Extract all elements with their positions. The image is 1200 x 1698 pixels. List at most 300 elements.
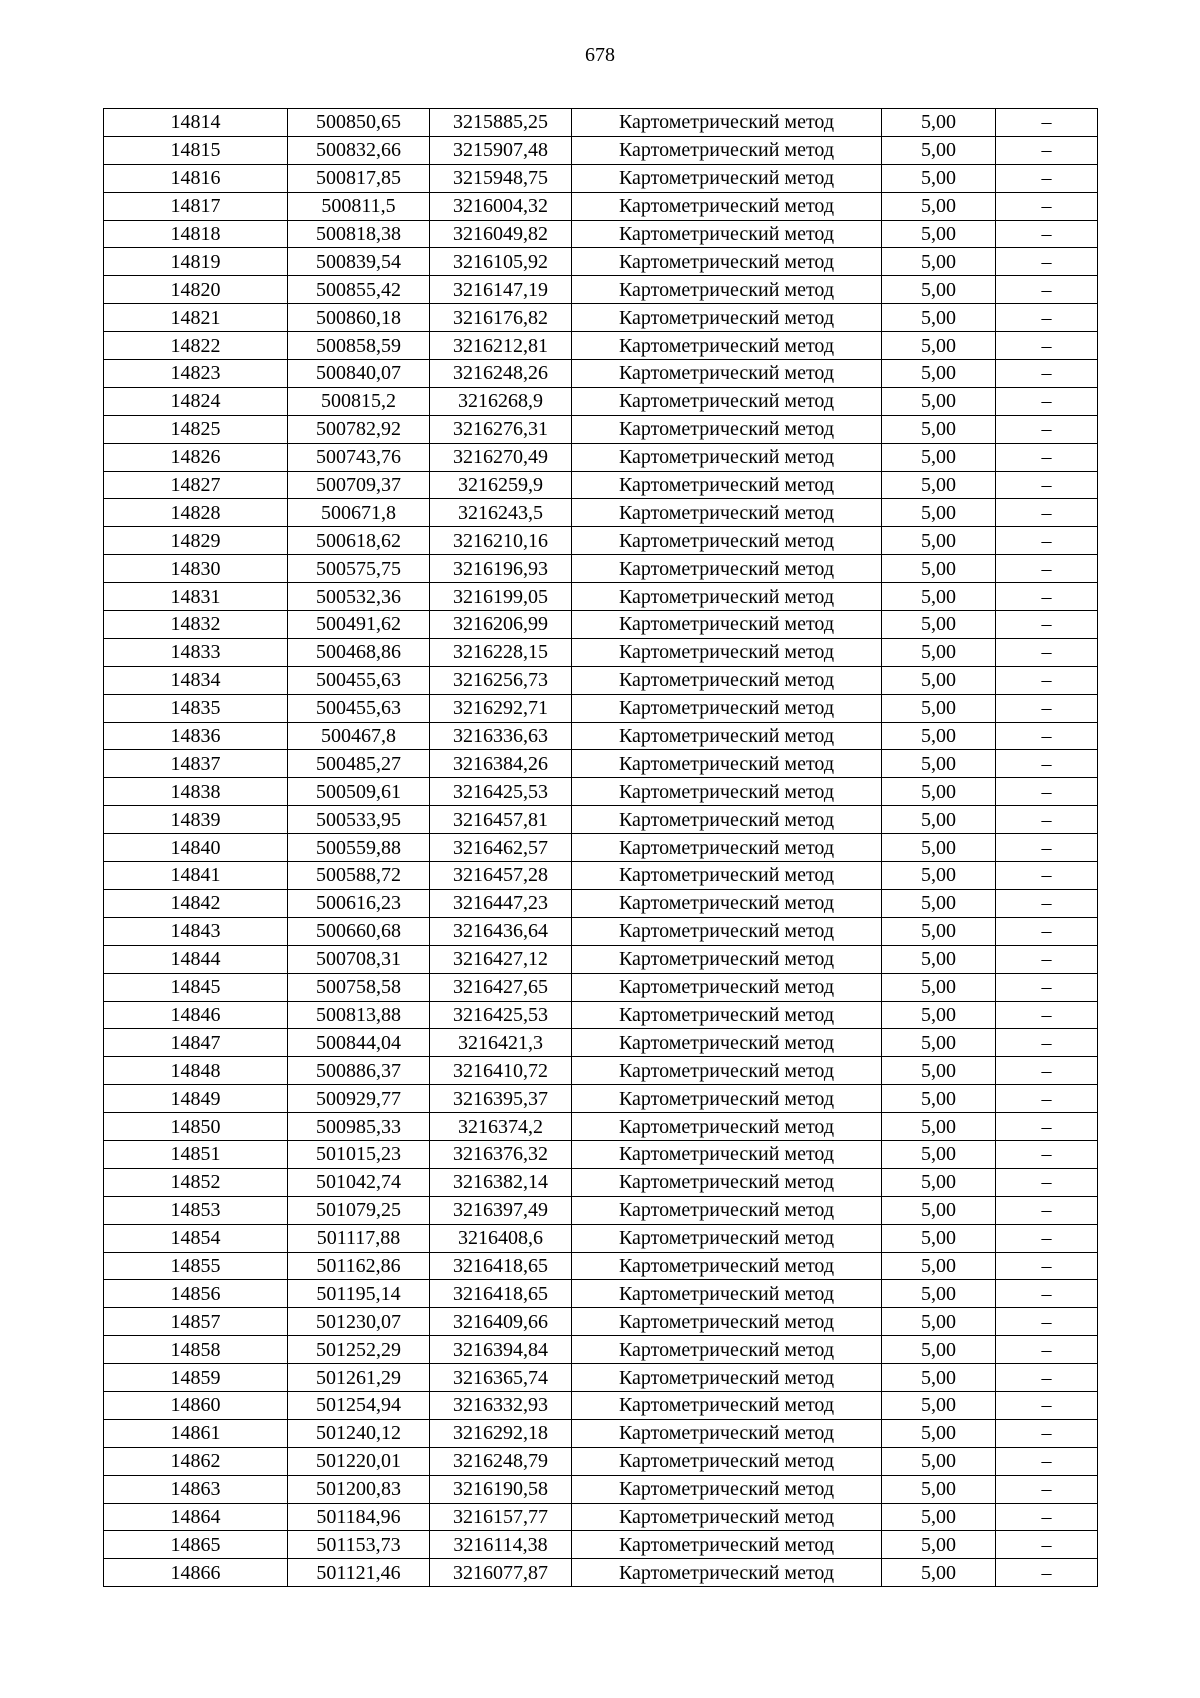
method-cell: Картометрический метод — [572, 1475, 882, 1503]
x-coordinate-cell: 501153,73 — [288, 1531, 430, 1559]
method-cell: Картометрический метод — [572, 192, 882, 220]
method-cell: Картометрический метод — [572, 1531, 882, 1559]
description-cell: – — [996, 192, 1098, 220]
accuracy-cell: 5,00 — [882, 1085, 996, 1113]
point-number-cell: 14848 — [104, 1057, 288, 1085]
method-cell: Картометрический метод — [572, 917, 882, 945]
x-coordinate-cell: 501184,96 — [288, 1503, 430, 1531]
point-number-cell: 14818 — [104, 220, 288, 248]
method-cell: Картометрический метод — [572, 136, 882, 164]
table-row — [104, 499, 1098, 527]
point-number-cell: 14830 — [104, 555, 288, 583]
table-row — [104, 973, 1098, 1001]
point-number-cell: 14844 — [104, 945, 288, 973]
table-row — [104, 304, 1098, 332]
point-number-cell: 14829 — [104, 527, 288, 555]
accuracy-cell: 5,00 — [882, 555, 996, 583]
x-coordinate-cell: 500850,65 — [288, 109, 430, 137]
x-coordinate-cell: 500532,36 — [288, 583, 430, 611]
point-number-cell: 14820 — [104, 276, 288, 304]
point-number-cell: 14832 — [104, 611, 288, 639]
y-coordinate-cell: 3216409,66 — [430, 1308, 572, 1336]
method-cell: Картометрический метод — [572, 1140, 882, 1168]
method-cell: Картометрический метод — [572, 638, 882, 666]
y-coordinate-cell: 3216105,92 — [430, 248, 572, 276]
description-cell: – — [996, 415, 1098, 443]
x-coordinate-cell: 500709,37 — [288, 471, 430, 499]
method-cell: Картометрический метод — [572, 1559, 882, 1587]
y-coordinate-cell: 3216049,82 — [430, 220, 572, 248]
method-cell: Картометрический метод — [572, 220, 882, 248]
point-number-cell: 14863 — [104, 1475, 288, 1503]
accuracy-cell: 5,00 — [882, 889, 996, 917]
table-row — [104, 1140, 1098, 1168]
description-cell: – — [996, 1503, 1098, 1531]
method-cell: Картометрический метод — [572, 415, 882, 443]
page-number: 678 — [585, 44, 615, 66]
y-coordinate-cell: 3216292,18 — [430, 1419, 572, 1447]
method-cell: Картометрический метод — [572, 360, 882, 388]
x-coordinate-cell: 501261,29 — [288, 1364, 430, 1392]
accuracy-cell: 5,00 — [882, 666, 996, 694]
table-row — [104, 1419, 1098, 1447]
x-coordinate-cell: 501240,12 — [288, 1419, 430, 1447]
accuracy-cell: 5,00 — [882, 834, 996, 862]
x-coordinate-cell: 500844,04 — [288, 1029, 430, 1057]
table-row — [104, 1447, 1098, 1475]
method-cell: Картометрический метод — [572, 471, 882, 499]
description-cell: – — [996, 443, 1098, 471]
accuracy-cell: 5,00 — [882, 415, 996, 443]
point-number-cell: 14814 — [104, 109, 288, 137]
accuracy-cell: 5,00 — [882, 136, 996, 164]
point-number-cell: 14857 — [104, 1308, 288, 1336]
y-coordinate-cell: 3216425,53 — [430, 778, 572, 806]
accuracy-cell: 5,00 — [882, 248, 996, 276]
x-coordinate-cell: 500485,27 — [288, 750, 430, 778]
coordinates-table-body — [104, 109, 1098, 1587]
table-row — [104, 722, 1098, 750]
point-number-cell: 14819 — [104, 248, 288, 276]
x-coordinate-cell: 500832,66 — [288, 136, 430, 164]
point-number-cell: 14864 — [104, 1503, 288, 1531]
description-cell: – — [996, 1364, 1098, 1392]
x-coordinate-cell: 500708,31 — [288, 945, 430, 973]
y-coordinate-cell: 3216147,19 — [430, 276, 572, 304]
table-row — [104, 136, 1098, 164]
accuracy-cell: 5,00 — [882, 945, 996, 973]
y-coordinate-cell: 3216259,9 — [430, 471, 572, 499]
accuracy-cell: 5,00 — [882, 750, 996, 778]
x-coordinate-cell: 500467,8 — [288, 722, 430, 750]
method-cell: Картометрический метод — [572, 1029, 882, 1057]
table-row — [104, 1364, 1098, 1392]
x-coordinate-cell: 500509,61 — [288, 778, 430, 806]
point-number-cell: 14824 — [104, 387, 288, 415]
table-row — [104, 332, 1098, 360]
accuracy-cell: 5,00 — [882, 1308, 996, 1336]
table-row — [104, 1196, 1098, 1224]
table-row — [104, 415, 1098, 443]
y-coordinate-cell: 3216212,81 — [430, 332, 572, 360]
y-coordinate-cell: 3216376,32 — [430, 1140, 572, 1168]
table-row — [104, 527, 1098, 555]
description-cell: – — [996, 1224, 1098, 1252]
description-cell: – — [996, 276, 1098, 304]
table-row — [104, 1085, 1098, 1113]
x-coordinate-cell: 500782,92 — [288, 415, 430, 443]
description-cell: – — [996, 332, 1098, 360]
y-coordinate-cell: 3216190,58 — [430, 1475, 572, 1503]
point-number-cell: 14838 — [104, 778, 288, 806]
y-coordinate-cell: 3216397,49 — [430, 1196, 572, 1224]
table-row — [104, 778, 1098, 806]
point-number-cell: 14843 — [104, 917, 288, 945]
x-coordinate-cell: 501220,01 — [288, 1447, 430, 1475]
description-cell: – — [996, 471, 1098, 499]
table-row — [104, 1391, 1098, 1419]
y-coordinate-cell: 3216436,64 — [430, 917, 572, 945]
x-coordinate-cell: 500455,63 — [288, 694, 430, 722]
description-cell: – — [996, 387, 1098, 415]
description-cell: – — [996, 666, 1098, 694]
accuracy-cell: 5,00 — [882, 694, 996, 722]
point-number-cell: 14853 — [104, 1196, 288, 1224]
method-cell: Картометрический метод — [572, 722, 882, 750]
method-cell: Картометрический метод — [572, 750, 882, 778]
accuracy-cell: 5,00 — [882, 1447, 996, 1475]
description-cell: – — [996, 527, 1098, 555]
description-cell: – — [996, 1113, 1098, 1141]
table-row — [104, 443, 1098, 471]
accuracy-cell: 5,00 — [882, 638, 996, 666]
point-number-cell: 14826 — [104, 443, 288, 471]
point-number-cell: 14827 — [104, 471, 288, 499]
table-row — [104, 889, 1098, 917]
table-row — [104, 471, 1098, 499]
accuracy-cell: 5,00 — [882, 583, 996, 611]
description-cell: – — [996, 638, 1098, 666]
accuracy-cell: 5,00 — [882, 722, 996, 750]
x-coordinate-cell: 500618,62 — [288, 527, 430, 555]
method-cell: Картометрический метод — [572, 304, 882, 332]
table-row — [104, 360, 1098, 388]
accuracy-cell: 5,00 — [882, 304, 996, 332]
y-coordinate-cell: 3216425,53 — [430, 1001, 572, 1029]
accuracy-cell: 5,00 — [882, 1113, 996, 1141]
accuracy-cell: 5,00 — [882, 1001, 996, 1029]
table-row — [104, 1252, 1098, 1280]
description-cell: – — [996, 806, 1098, 834]
x-coordinate-cell: 500559,88 — [288, 834, 430, 862]
method-cell: Картометрический метод — [572, 1280, 882, 1308]
description-cell: – — [996, 136, 1098, 164]
x-coordinate-cell: 501079,25 — [288, 1196, 430, 1224]
y-coordinate-cell: 3216457,81 — [430, 806, 572, 834]
description-cell: – — [996, 1308, 1098, 1336]
point-number-cell: 14833 — [104, 638, 288, 666]
method-cell: Картометрический метод — [572, 666, 882, 694]
description-cell: – — [996, 109, 1098, 137]
x-coordinate-cell: 501162,86 — [288, 1252, 430, 1280]
table-row — [104, 220, 1098, 248]
method-cell: Картометрический метод — [572, 1364, 882, 1392]
method-cell: Картометрический метод — [572, 806, 882, 834]
method-cell: Картометрический метод — [572, 1419, 882, 1447]
method-cell: Картометрический метод — [572, 555, 882, 583]
x-coordinate-cell: 500929,77 — [288, 1085, 430, 1113]
accuracy-cell: 5,00 — [882, 1168, 996, 1196]
accuracy-cell: 5,00 — [882, 1224, 996, 1252]
y-coordinate-cell: 3216270,49 — [430, 443, 572, 471]
x-coordinate-cell: 500588,72 — [288, 862, 430, 890]
point-number-cell: 14836 — [104, 722, 288, 750]
description-cell: – — [996, 889, 1098, 917]
description-cell: – — [996, 1559, 1098, 1587]
accuracy-cell: 5,00 — [882, 109, 996, 137]
y-coordinate-cell: 3216394,84 — [430, 1336, 572, 1364]
y-coordinate-cell: 3216206,99 — [430, 611, 572, 639]
x-coordinate-cell: 501042,74 — [288, 1168, 430, 1196]
table-row — [104, 1280, 1098, 1308]
description-cell: – — [996, 834, 1098, 862]
accuracy-cell: 5,00 — [882, 220, 996, 248]
x-coordinate-cell: 500491,62 — [288, 611, 430, 639]
description-cell: – — [996, 164, 1098, 192]
accuracy-cell: 5,00 — [882, 1559, 996, 1587]
method-cell: Картометрический метод — [572, 945, 882, 973]
point-number-cell: 14817 — [104, 192, 288, 220]
y-coordinate-cell: 3216199,05 — [430, 583, 572, 611]
y-coordinate-cell: 3216228,15 — [430, 638, 572, 666]
description-cell: – — [996, 555, 1098, 583]
method-cell: Картометрический метод — [572, 611, 882, 639]
accuracy-cell: 5,00 — [882, 778, 996, 806]
point-number-cell: 14860 — [104, 1391, 288, 1419]
y-coordinate-cell: 3216418,65 — [430, 1280, 572, 1308]
point-number-cell: 14839 — [104, 806, 288, 834]
description-cell: – — [996, 750, 1098, 778]
x-coordinate-cell: 500660,68 — [288, 917, 430, 945]
y-coordinate-cell: 3216210,16 — [430, 527, 572, 555]
method-cell: Картометрический метод — [572, 1503, 882, 1531]
description-cell: – — [996, 917, 1098, 945]
method-cell: Картометрический метод — [572, 694, 882, 722]
method-cell: Картометрический метод — [572, 248, 882, 276]
description-cell: – — [996, 722, 1098, 750]
point-number-cell: 14821 — [104, 304, 288, 332]
x-coordinate-cell: 500839,54 — [288, 248, 430, 276]
method-cell: Картометрический метод — [572, 973, 882, 1001]
x-coordinate-cell: 500855,42 — [288, 276, 430, 304]
y-coordinate-cell: 3216248,79 — [430, 1447, 572, 1475]
point-number-cell: 14865 — [104, 1531, 288, 1559]
method-cell: Картометрический метод — [572, 1001, 882, 1029]
point-number-cell: 14822 — [104, 332, 288, 360]
method-cell: Картометрический метод — [572, 443, 882, 471]
method-cell: Картометрический метод — [572, 164, 882, 192]
x-coordinate-cell: 500671,8 — [288, 499, 430, 527]
y-coordinate-cell: 3216382,14 — [430, 1168, 572, 1196]
table-row — [104, 583, 1098, 611]
y-coordinate-cell: 3216292,71 — [430, 694, 572, 722]
description-cell: – — [996, 862, 1098, 890]
point-number-cell: 14847 — [104, 1029, 288, 1057]
method-cell: Картометрический метод — [572, 1085, 882, 1113]
table-row — [104, 834, 1098, 862]
method-cell: Картометрический метод — [572, 527, 882, 555]
accuracy-cell: 5,00 — [882, 1503, 996, 1531]
accuracy-cell: 5,00 — [882, 1531, 996, 1559]
point-number-cell: 14823 — [104, 360, 288, 388]
method-cell: Картометрический метод — [572, 1224, 882, 1252]
accuracy-cell: 5,00 — [882, 527, 996, 555]
method-cell: Картометрический метод — [572, 1447, 882, 1475]
point-number-cell: 14861 — [104, 1419, 288, 1447]
point-number-cell: 14841 — [104, 862, 288, 890]
method-cell: Картометрический метод — [572, 276, 882, 304]
x-coordinate-cell: 500616,23 — [288, 889, 430, 917]
method-cell: Картометрический метод — [572, 889, 882, 917]
y-coordinate-cell: 3216243,5 — [430, 499, 572, 527]
accuracy-cell: 5,00 — [882, 1419, 996, 1447]
table-row — [104, 1308, 1098, 1336]
y-coordinate-cell: 3216114,38 — [430, 1531, 572, 1559]
x-coordinate-cell: 500743,76 — [288, 443, 430, 471]
point-number-cell: 14842 — [104, 889, 288, 917]
x-coordinate-cell: 501195,14 — [288, 1280, 430, 1308]
y-coordinate-cell: 3216408,6 — [430, 1224, 572, 1252]
table-row — [104, 248, 1098, 276]
x-coordinate-cell: 500886,37 — [288, 1057, 430, 1085]
accuracy-cell: 5,00 — [882, 387, 996, 415]
accuracy-cell: 5,00 — [882, 1336, 996, 1364]
description-cell: – — [996, 1196, 1098, 1224]
table-row — [104, 276, 1098, 304]
accuracy-cell: 5,00 — [882, 276, 996, 304]
accuracy-cell: 5,00 — [882, 917, 996, 945]
description-cell: – — [996, 1419, 1098, 1447]
accuracy-cell: 5,00 — [882, 973, 996, 1001]
accuracy-cell: 5,00 — [882, 806, 996, 834]
point-number-cell: 14846 — [104, 1001, 288, 1029]
table-row — [104, 1029, 1098, 1057]
method-cell: Картометрический метод — [572, 1057, 882, 1085]
x-coordinate-cell: 500858,59 — [288, 332, 430, 360]
accuracy-cell: 5,00 — [882, 332, 996, 360]
x-coordinate-cell: 500758,58 — [288, 973, 430, 1001]
table-row — [104, 1503, 1098, 1531]
table-row — [104, 1057, 1098, 1085]
point-number-cell: 14825 — [104, 415, 288, 443]
table-row — [104, 666, 1098, 694]
accuracy-cell: 5,00 — [882, 192, 996, 220]
description-cell: – — [996, 1336, 1098, 1364]
x-coordinate-cell: 500860,18 — [288, 304, 430, 332]
method-cell: Картометрический метод — [572, 1113, 882, 1141]
method-cell: Картометрический метод — [572, 1336, 882, 1364]
y-coordinate-cell: 3216421,3 — [430, 1029, 572, 1057]
point-number-cell: 14837 — [104, 750, 288, 778]
x-coordinate-cell: 500985,33 — [288, 1113, 430, 1141]
description-cell: – — [996, 220, 1098, 248]
method-cell: Картометрический метод — [572, 1168, 882, 1196]
method-cell: Картометрический метод — [572, 332, 882, 360]
point-number-cell: 14850 — [104, 1113, 288, 1141]
y-coordinate-cell: 3216462,57 — [430, 834, 572, 862]
description-cell: – — [996, 360, 1098, 388]
table-row — [104, 1224, 1098, 1252]
y-coordinate-cell: 3216157,77 — [430, 1503, 572, 1531]
description-cell: – — [996, 248, 1098, 276]
accuracy-cell: 5,00 — [882, 611, 996, 639]
y-coordinate-cell: 3216256,73 — [430, 666, 572, 694]
description-cell: – — [996, 973, 1098, 1001]
point-number-cell: 14855 — [104, 1252, 288, 1280]
accuracy-cell: 5,00 — [882, 1475, 996, 1503]
method-cell: Картометрический метод — [572, 499, 882, 527]
x-coordinate-cell: 501121,46 — [288, 1559, 430, 1587]
x-coordinate-cell: 500468,86 — [288, 638, 430, 666]
y-coordinate-cell: 3215948,75 — [430, 164, 572, 192]
description-cell: – — [996, 1168, 1098, 1196]
accuracy-cell: 5,00 — [882, 1280, 996, 1308]
point-number-cell: 14849 — [104, 1085, 288, 1113]
x-coordinate-cell: 500455,63 — [288, 666, 430, 694]
table-row — [104, 1336, 1098, 1364]
x-coordinate-cell: 501252,29 — [288, 1336, 430, 1364]
point-number-cell: 14815 — [104, 136, 288, 164]
x-coordinate-cell: 500533,95 — [288, 806, 430, 834]
table-row — [104, 1001, 1098, 1029]
method-cell: Картометрический метод — [572, 862, 882, 890]
description-cell: – — [996, 778, 1098, 806]
point-number-cell: 14845 — [104, 973, 288, 1001]
x-coordinate-cell: 500817,85 — [288, 164, 430, 192]
y-coordinate-cell: 3216332,93 — [430, 1391, 572, 1419]
method-cell: Картометрический метод — [572, 387, 882, 415]
point-number-cell: 14828 — [104, 499, 288, 527]
table-row — [104, 945, 1098, 973]
table-row — [104, 917, 1098, 945]
table-row — [104, 109, 1098, 137]
accuracy-cell: 5,00 — [882, 1364, 996, 1392]
y-coordinate-cell: 3216410,72 — [430, 1057, 572, 1085]
method-cell: Картометрический метод — [572, 1252, 882, 1280]
accuracy-cell: 5,00 — [882, 471, 996, 499]
table-row — [104, 1559, 1098, 1587]
method-cell: Картометрический метод — [572, 1391, 882, 1419]
table-row — [104, 638, 1098, 666]
description-cell: – — [996, 945, 1098, 973]
y-coordinate-cell: 3216077,87 — [430, 1559, 572, 1587]
description-cell: – — [996, 1252, 1098, 1280]
point-number-cell: 14834 — [104, 666, 288, 694]
y-coordinate-cell: 3216176,82 — [430, 304, 572, 332]
table-row — [104, 1168, 1098, 1196]
y-coordinate-cell: 3216427,65 — [430, 973, 572, 1001]
accuracy-cell: 5,00 — [882, 1391, 996, 1419]
y-coordinate-cell: 3216395,37 — [430, 1085, 572, 1113]
y-coordinate-cell: 3215885,25 — [430, 109, 572, 137]
accuracy-cell: 5,00 — [882, 862, 996, 890]
accuracy-cell: 5,00 — [882, 1057, 996, 1085]
method-cell: Картометрический метод — [572, 109, 882, 137]
point-number-cell: 14859 — [104, 1364, 288, 1392]
y-coordinate-cell: 3215907,48 — [430, 136, 572, 164]
y-coordinate-cell: 3216365,74 — [430, 1364, 572, 1392]
x-coordinate-cell: 501200,83 — [288, 1475, 430, 1503]
